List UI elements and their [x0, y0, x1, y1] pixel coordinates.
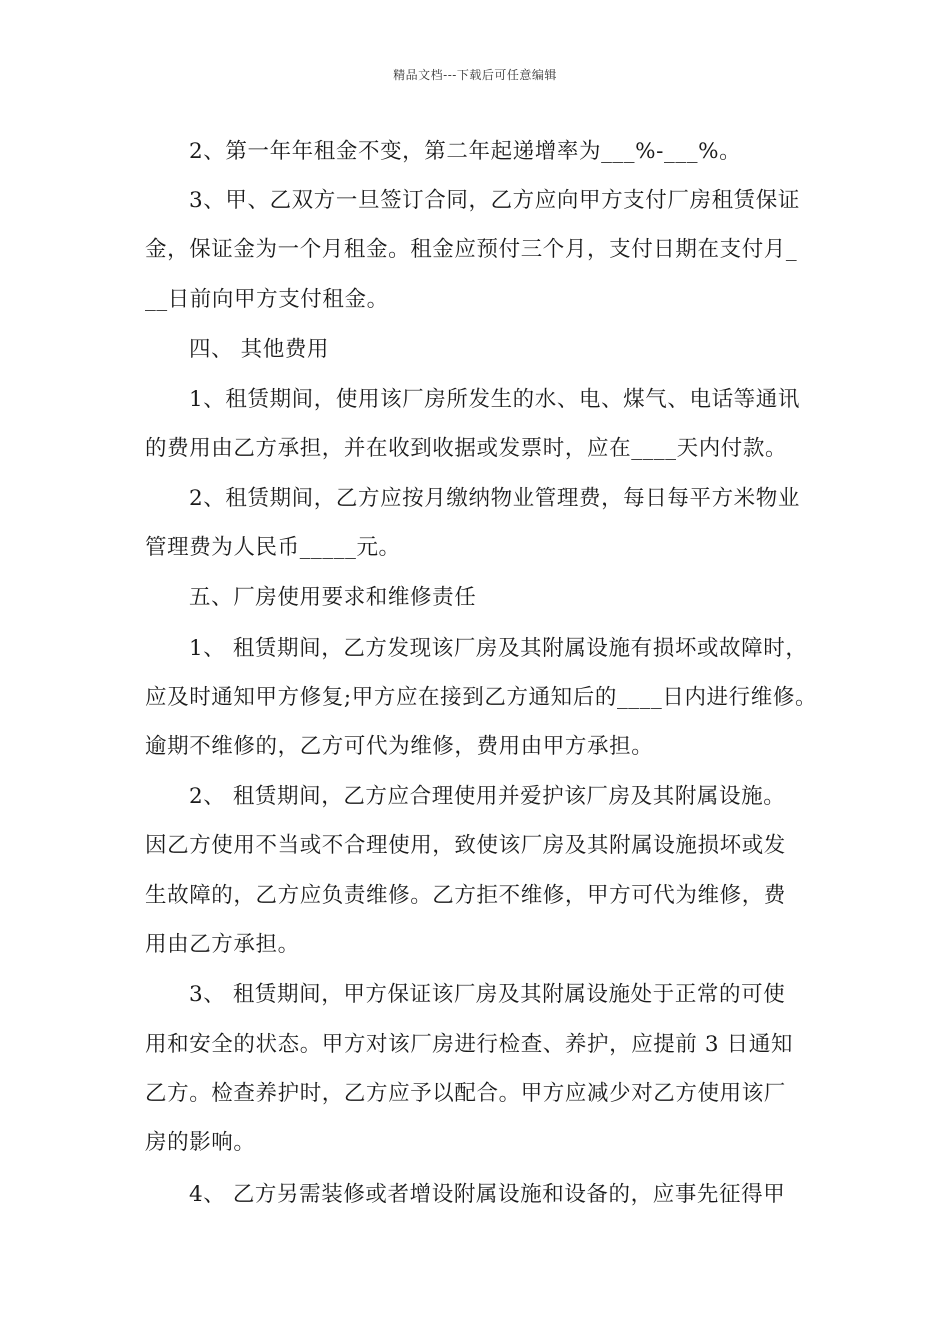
- paragraph-line: 4、 乙方另需装修或者增设附属设施和设备的，应事先征得甲: [189, 1182, 786, 1207]
- paragraph-line: 因乙方使用不当或不合理使用，致使该厂房及其附属设施损坏或发: [145, 833, 786, 858]
- paragraph-line: 管理费为人民币_____元。: [145, 535, 401, 560]
- paragraph-line: 2、 租赁期间，乙方应合理使用并爱护该厂房及其附属设施。: [189, 784, 786, 809]
- paragraph-line: 生故障的，乙方应负责维修。乙方拒不维修，甲方可代为维修，费: [145, 883, 786, 908]
- paragraph-line: 逾期不维修的，乙方可代为维修，费用由甲方承担。: [145, 734, 654, 759]
- paragraph-line: 用和安全的状态。甲方对该厂房进行检查、养护，应提前 3 日通知: [145, 1032, 793, 1057]
- paragraph-line: 3、 租赁期间，甲方保证该厂房及其附属设施处于正常的可使: [189, 982, 786, 1007]
- paragraph-line: 2、租赁期间，乙方应按月缴纳物业管理费，每日每平方米物业: [189, 486, 800, 511]
- paragraph-line: 3、甲、乙双方一旦签订合同，乙方应向甲方支付厂房租赁保证: [189, 188, 800, 213]
- paragraph-line: 乙方。检查养护时，乙方应予以配合。甲方应减少对乙方使用该厂: [145, 1081, 786, 1106]
- paragraph-line: 房的影响。: [145, 1130, 256, 1155]
- section-heading: 四、 其他费用: [189, 337, 330, 362]
- paragraph-line: 2、第一年年租金不变，第二年起递增率为___%-___%。: [189, 139, 742, 164]
- paragraph-line: 1、租赁期间，使用该厂房所发生的水、电、煤气、电话等通讯: [189, 387, 800, 412]
- paragraph-line: 1、 租赁期间，乙方发现该厂房及其附属设施有损坏或故障时，: [189, 636, 808, 661]
- paragraph-line: 金，保证金为一个月租金。租金应预付三个月，支付日期在支付月_: [145, 237, 798, 262]
- section-heading: 五、厂房使用要求和维修责任: [189, 585, 477, 610]
- paragraph-line: 的费用由乙方承担，并在收到收据或发票时，应在____天内付款。: [145, 436, 788, 461]
- paragraph-line: 用由乙方承担。: [145, 932, 300, 957]
- paragraph-line: 应及时通知甲方修复;甲方应在接到乙方通知后的____日内进行维修。: [145, 685, 818, 710]
- paragraph-line: __日前向甲方支付租金。: [145, 287, 389, 312]
- page-header: 精品文档---下载后可任意编辑: [393, 68, 557, 82]
